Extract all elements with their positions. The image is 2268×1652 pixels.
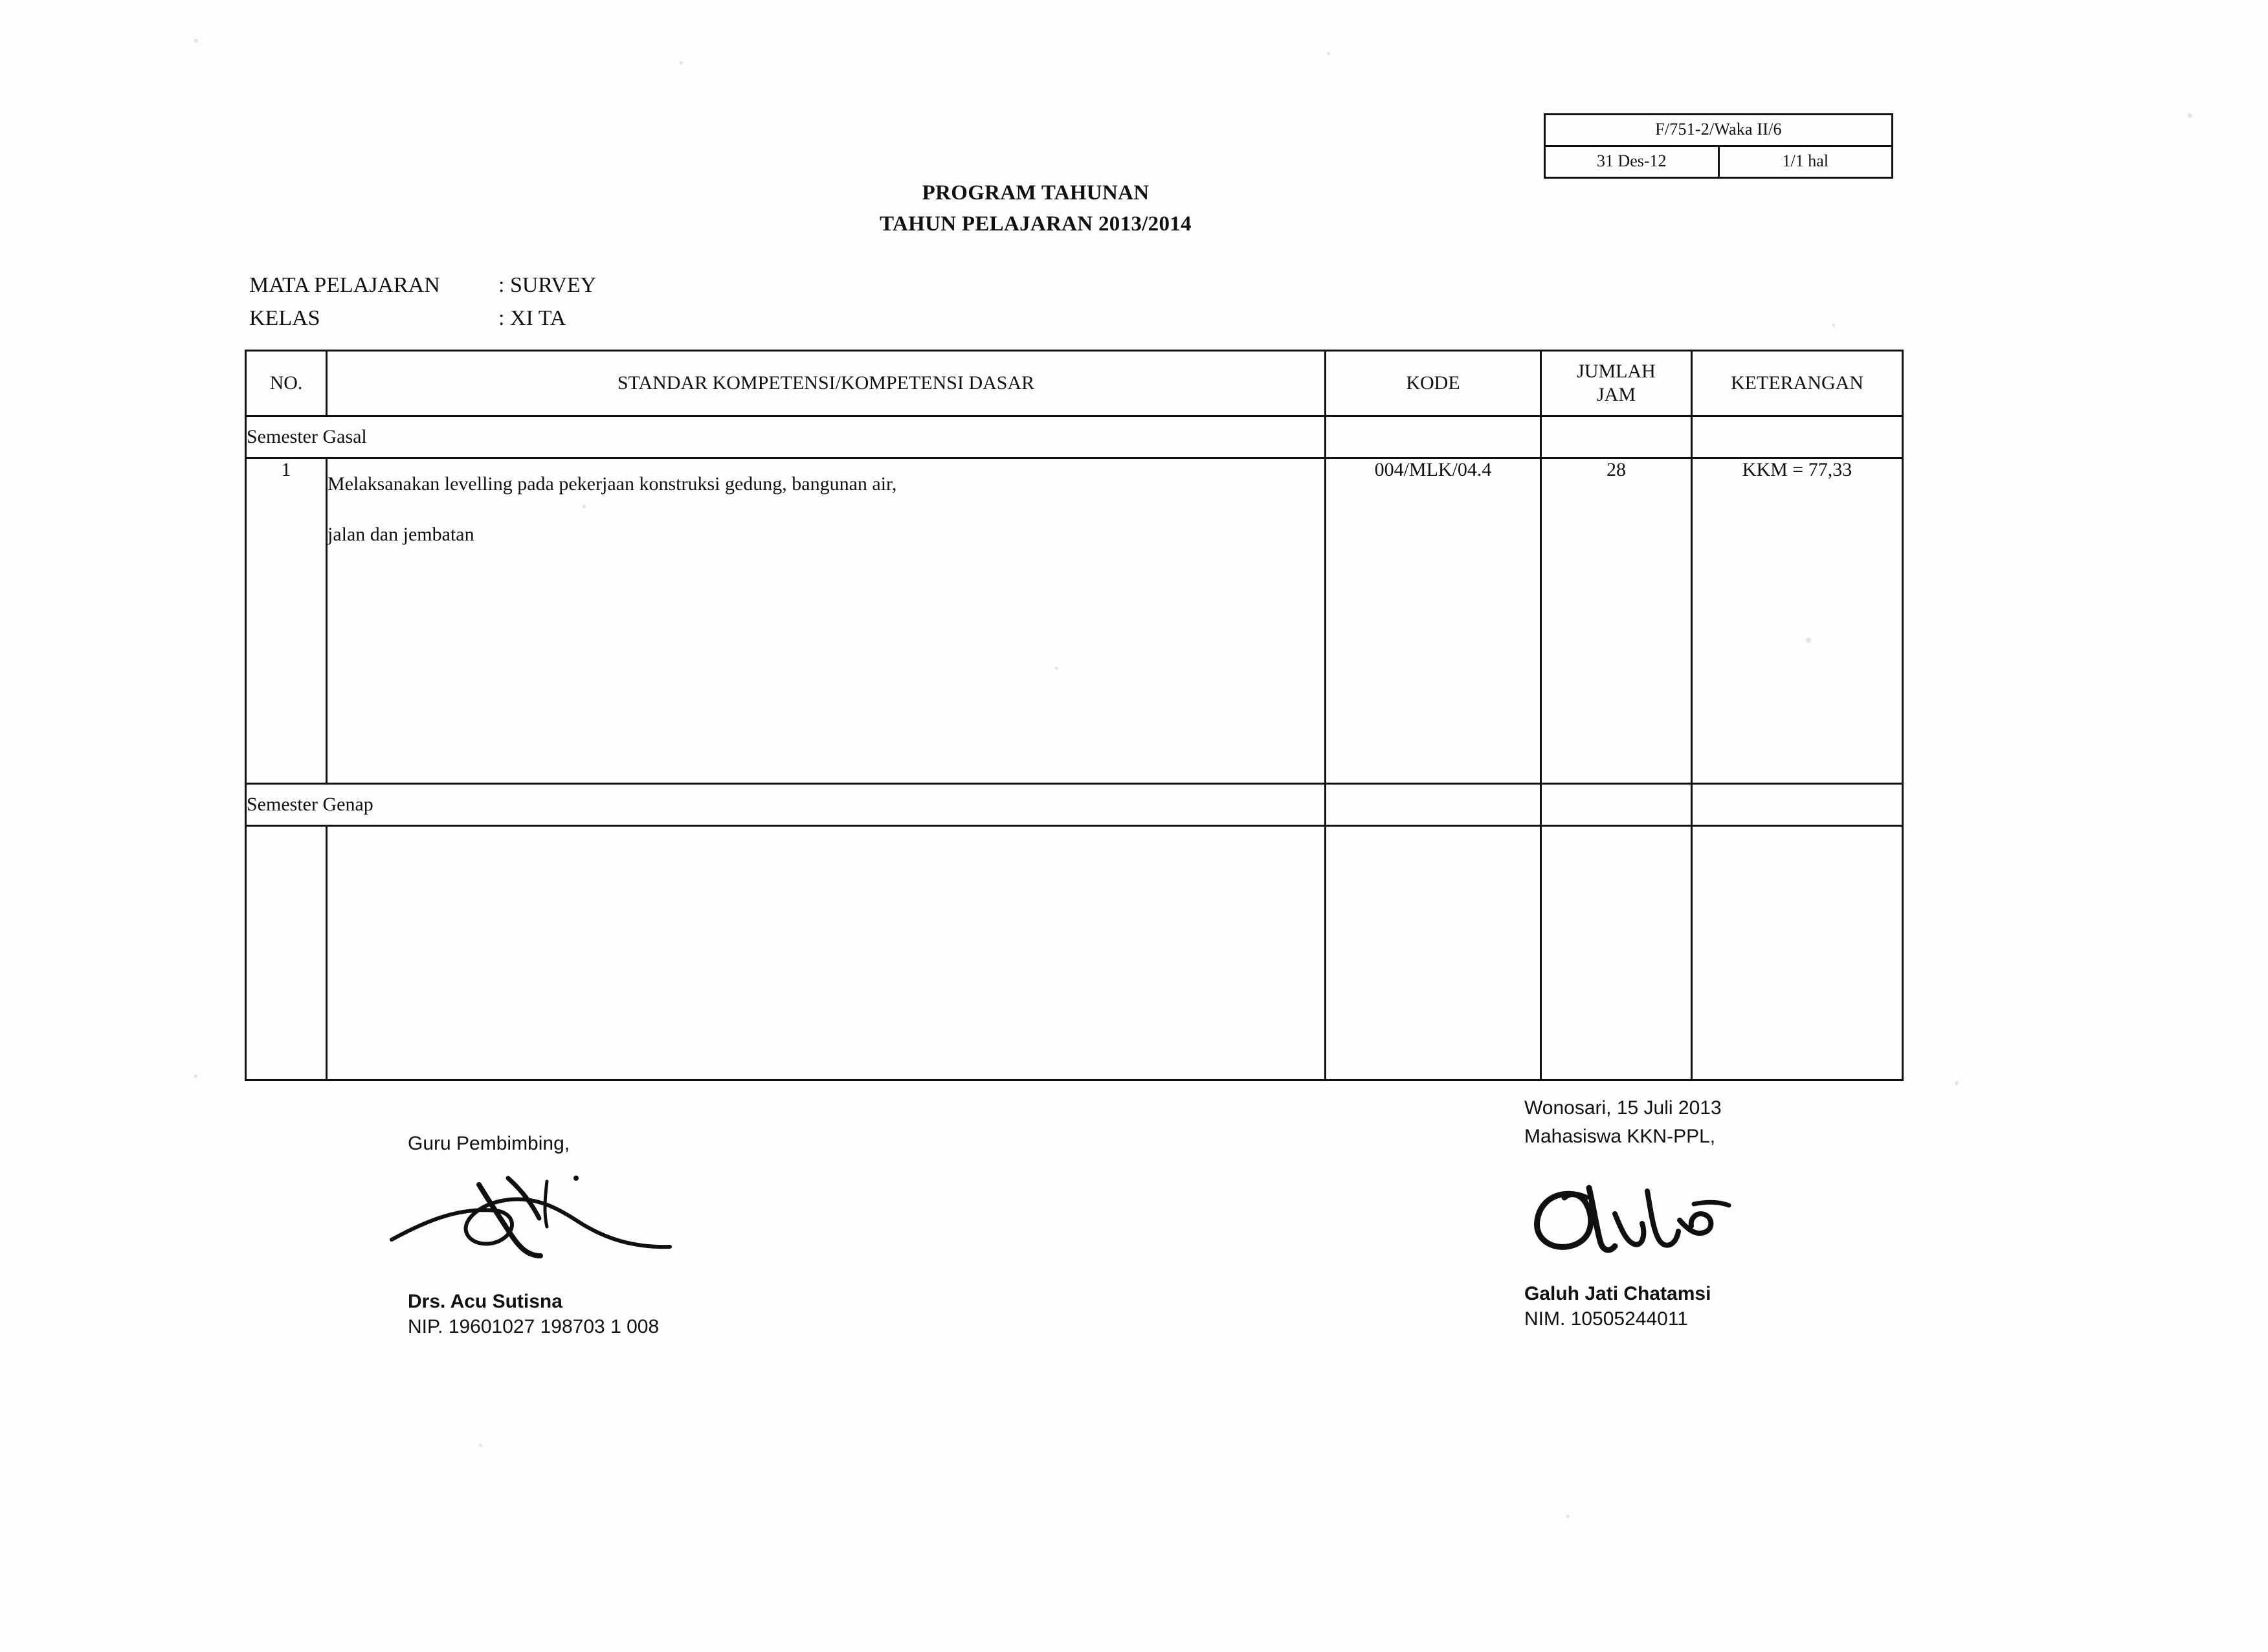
cell-keterangan: KKM = 77,33 bbox=[1692, 458, 1903, 784]
scan-speck bbox=[1327, 52, 1330, 55]
table-row bbox=[246, 784, 1903, 826]
form-code-id: F/751-2/Waka II/6 bbox=[1546, 115, 1891, 147]
cell-keterangan bbox=[1692, 826, 1903, 1080]
scan-speck bbox=[479, 1444, 482, 1447]
cell-no: 1 bbox=[246, 458, 327, 784]
cell-competency-line2: jalan dan jembatan bbox=[328, 524, 474, 545]
table-row bbox=[246, 826, 1903, 1080]
cell-kode: 004/MLK/04.4 bbox=[1326, 458, 1541, 784]
cell-kode bbox=[1326, 826, 1541, 1080]
section-gasal-kode-cell bbox=[1326, 416, 1541, 458]
signature-id-student: NIM. 10505244011 bbox=[1524, 1308, 1688, 1330]
column-header-no: NO. bbox=[246, 351, 327, 416]
column-header-jumlah-jam bbox=[1541, 351, 1692, 416]
scan-speck bbox=[1566, 1515, 1570, 1518]
section-label-genap: Semester Genap bbox=[246, 784, 1326, 826]
cell-jumlah-jam bbox=[1541, 826, 1692, 1080]
meta-value-subject: : SURVEY bbox=[498, 273, 597, 297]
meta-row-subject bbox=[249, 269, 596, 302]
meta-label-class: KELAS bbox=[249, 306, 320, 330]
scan-speck bbox=[1955, 1081, 1959, 1085]
column-header-jumlah-jam-line1: JUMLAH bbox=[1577, 361, 1656, 382]
section-genap-jam-cell bbox=[1541, 784, 1692, 826]
table-row bbox=[246, 416, 1903, 458]
section-gasal-jam-cell bbox=[1541, 416, 1692, 458]
signature-name-student: Galuh Jati Chatamsi bbox=[1524, 1283, 1711, 1304]
cell-competency-line1: Melaksanakan levelling pada pekerjaan konstruksi gedung, bangunan air, bbox=[328, 473, 897, 495]
section-gasal-keterangan-cell bbox=[1692, 416, 1903, 458]
signature-place-date: Wonosari, 15 Juli 2013 bbox=[1524, 1097, 1722, 1119]
meta-value-class: : XI TA bbox=[498, 306, 566, 330]
signature-block-student bbox=[1524, 1094, 2016, 1334]
form-code-date: 31 Des-12 bbox=[1546, 147, 1720, 177]
page-title-line1: PROGRAM TAHUNAN bbox=[922, 181, 1150, 205]
table-row bbox=[246, 458, 1903, 784]
signature-role-student: Mahasiswa KKN-PPL, bbox=[1524, 1125, 1716, 1147]
signature-name-supervisor: Drs. Acu Sutisna bbox=[408, 1290, 562, 1312]
scan-speck bbox=[194, 1075, 197, 1078]
document-meta bbox=[249, 269, 596, 335]
signature-block-supervisor bbox=[408, 1130, 809, 1341]
page-title bbox=[764, 178, 1307, 240]
cell-no bbox=[246, 826, 327, 1080]
scan-speck bbox=[680, 61, 683, 65]
scan-speck bbox=[1832, 324, 1835, 327]
signature-id-supervisor: NIP. 19601027 198703 1 008 bbox=[408, 1315, 660, 1337]
signature-role-supervisor: Guru Pembimbing, bbox=[408, 1133, 570, 1154]
cell-competency bbox=[327, 458, 1326, 784]
section-genap-keterangan-cell bbox=[1692, 784, 1903, 826]
column-header-competency: STANDAR KOMPETENSI/KOMPETENSI DASAR bbox=[327, 351, 1326, 416]
scan-speck bbox=[194, 39, 198, 43]
cell-competency bbox=[327, 826, 1326, 1080]
section-label-gasal: Semester Gasal bbox=[246, 416, 1326, 458]
program-table bbox=[245, 350, 1904, 1081]
meta-row-class bbox=[249, 302, 596, 335]
section-genap-kode-cell bbox=[1326, 784, 1541, 826]
page-title-line2: TAHUN PELAJARAN 2013/2014 bbox=[880, 212, 1192, 236]
form-code-box bbox=[1544, 113, 1893, 179]
form-code-pages: 1/1 hal bbox=[1782, 151, 1829, 170]
column-header-kode: KODE bbox=[1326, 351, 1541, 416]
column-header-keterangan: KETERANGAN bbox=[1692, 351, 1903, 416]
scan-speck bbox=[2188, 113, 2192, 118]
table-header-row bbox=[246, 351, 1903, 416]
column-header-jumlah-jam-line2: JAM bbox=[1596, 384, 1636, 405]
meta-label-subject: MATA PELAJARAN bbox=[249, 273, 440, 297]
cell-jumlah-jam: 28 bbox=[1541, 458, 1692, 784]
